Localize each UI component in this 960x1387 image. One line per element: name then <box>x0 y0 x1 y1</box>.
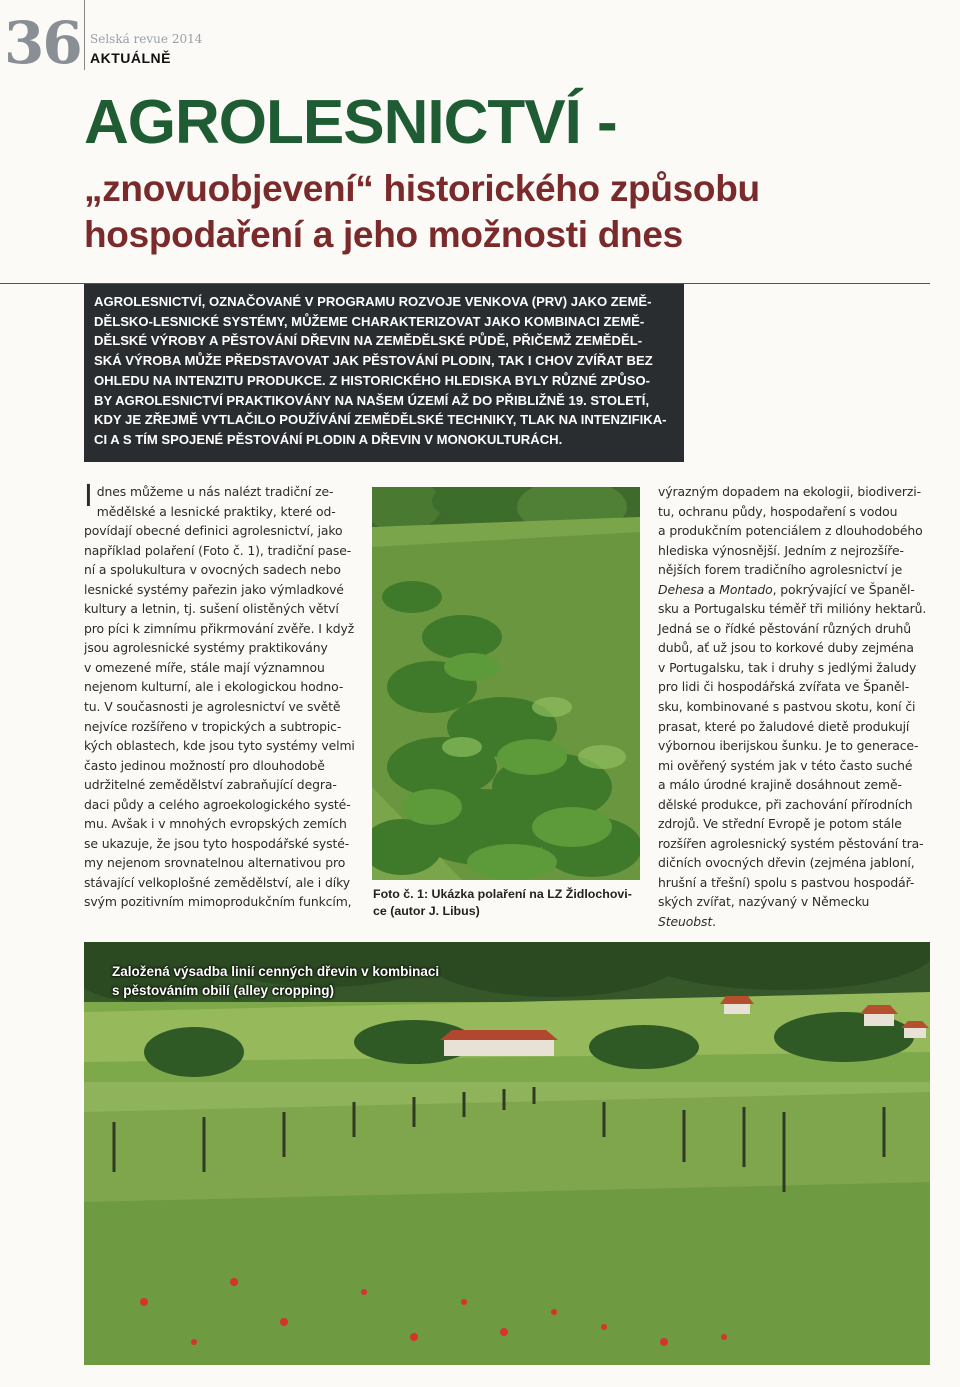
body-line: tu. V současnosti je agrolesnictví ve světě <box>84 699 341 715</box>
drop-cap: I <box>84 479 93 514</box>
body-line: a málo úrodné krajině dosáhnout země- <box>658 777 902 793</box>
body-line: v Portugalsku, tak i druhy s jedlými žaludy <box>658 659 917 675</box>
body-line: mědělské a lesnické praktiky, které od- <box>96 503 336 519</box>
body-line: Jedná se o řídké pěstování různých druhů <box>658 620 912 636</box>
body-line: zdrojů. Ve střední Evropě je potom stále <box>658 816 902 832</box>
body-line: ských zvířat, nazývaný v Německu Steuobst. <box>658 894 870 930</box>
lead-line: BY AGROLESNICTVÍ PRAKTIKOVÁNY NA NAŠEM ÚZEMÍ AŽ DO PŘIBLIŽNĚ 19. STOLETÍ, <box>94 392 650 408</box>
body-line: kých oblastech, kde jsou tyto systémy velmi <box>84 738 355 754</box>
body-line: hrušní a třešní) spolu s pastvou hospodář- <box>658 874 915 890</box>
section-label: AKTUÁLNĚ <box>90 50 171 66</box>
body-line: například polaření (Foto č. 1), tradiční pase- <box>84 542 352 558</box>
lead-paragraph <box>84 284 684 462</box>
body-line: daci půdy a celého agroekologického systé- <box>84 796 351 812</box>
body-column-1 <box>84 479 358 912</box>
body-line: kultury a letnin, tj. sušení olistěných větví <box>84 601 339 617</box>
body-line: a produkčním potenciálem z dlouhodobého <box>658 523 923 539</box>
body-line: dubů, ať už jsou to korkové duby zejména <box>658 640 914 656</box>
body-line: povídají obecné definici agrolesnictví, jako <box>84 523 343 539</box>
body-line: výrazným dopadem na ekologii, biodiverzi- <box>658 484 921 499</box>
body-line: Idnes můžeme u nás nalézt tradiční ze- <box>84 479 334 514</box>
body-line: hlediska výnosnější. Jedním z nejrozšíře- <box>658 542 904 558</box>
body-line: často jedinou možností pro dlouhodobě <box>84 757 325 773</box>
article-title: AGROLESNICTVÍ - <box>84 88 617 157</box>
body-line: udržitelné zemědělství zabraňující degra- <box>84 777 337 793</box>
body-line: jsou agrolesnické systémy praktikovány <box>84 640 328 656</box>
body-line: nějších forem tradičního agrolesnictví je <box>658 562 903 578</box>
body-line: stávající velkoplošné zemědělství, ale i díky <box>84 874 350 890</box>
body-line: dělské produkce, při zachování přírodních <box>658 796 913 812</box>
body-line: nejvíce rozšířeno v tropických a subtropic- <box>84 718 342 734</box>
lead-line: KDY JE ZŘEJMĚ VYTLAČILO POUŽÍVÁNÍ ZEMĚDĚLSKÉ TECHNIKY, TLAK NA INTENZIFIKA- <box>94 412 667 428</box>
caption-line: Založená výsadba linií cenných dřevin v kombinaci <box>112 964 440 979</box>
body-line: Dehesa a Montado, pokrývající ve Španěl- <box>658 581 915 597</box>
body-line: v omezené míře, stále mají významnou <box>84 659 325 675</box>
lead-line: OHLEDU NA INTENZITU PRODUKCE. Z HISTORICKÉHO HLEDISKA BYLY RŮZNÉ ZPŮSO- <box>94 372 651 388</box>
body-line: tu, ochranu půdy, hospodaření s vodou <box>658 503 898 519</box>
body-line: prasat, které po žaludové dietě produkují <box>658 718 910 734</box>
photo-alley-cropping <box>84 942 930 1365</box>
lead-line: DĚLSKÉ VÝROBY A PĚSTOVÁNÍ DŘEVIN NA ZEMĚDĚLSKÉ PŮDĚ, PŘIČEMŽ ZEMĚDĚL- <box>94 333 643 349</box>
lead-line: CI A S TÍM SPOJENÉ PĚSTOVÁNÍ PLODIN A DŘEVIN V MONOKULTURÁCH. <box>94 431 563 447</box>
header-divider <box>84 0 85 70</box>
body-line: svým pozitivním mimoprodukčním funkcím, <box>84 894 352 910</box>
body-line: výbornou iberijskou šunku. Je to generace- <box>658 738 919 754</box>
body-line: mu. Avšak i v mnohých evropských zemích <box>84 816 347 832</box>
lead-line: AGROLESNICTVÍ, OZNAČOVANÉ V PROGRAMU ROZVOJE VENKOVA (PRV) JAKO ZEMĚ- <box>94 294 652 309</box>
body-line: sku, kombinované s pastvou skotu, koní či <box>658 699 916 715</box>
body-line: ní a spolukultura v ovocných sadech nebo <box>84 562 341 578</box>
body-line: se ukazuje, že jsou tyto hospodářské systé- <box>84 835 350 851</box>
body-line: lesnické systémy pařezin jako výmladkové <box>84 581 344 597</box>
body-line: mi ověřený systém jak v této často suché <box>658 757 913 773</box>
page-number: 36 <box>4 9 81 77</box>
body-column-3 <box>658 482 930 932</box>
photo-1-caption <box>373 886 643 920</box>
body-line: nejenom kulturní, ale i ekologickou hodno- <box>84 679 344 695</box>
caption-line: s pěstováním obilí (alley cropping) <box>112 983 335 998</box>
photo-alley-field <box>372 487 640 880</box>
body-line: sku a Portugalsku téměř tři milióny hektarů. <box>658 601 927 617</box>
body-line: dičních ovocných dřevin (zejména jabloní, <box>658 855 915 871</box>
caption-line: Foto č. 1: Ukázka polaření na LZ Židlochovi- <box>373 887 632 901</box>
journal-name: Selská revue 2014 <box>90 32 203 46</box>
lead-line: DĚLSKO-LESNICKÉ SYSTÉMY, MŮŽEME CHARAKTERIZOVAT JAKO KOMBINACI ZEMĚ- <box>94 313 645 329</box>
body-line: pro píci k zimnímu přikrmování zvěře. I když <box>84 620 355 636</box>
caption-line: ce (autor J. Libus) <box>373 904 480 918</box>
body-line: my nejenom srovnatelnou alternativou pro <box>84 855 346 871</box>
body-line: pro lidi či hospodářská zvířata ve Španěl- <box>658 679 910 695</box>
article-subtitle: „znovuobjevení“ historického způsobu hospodaření a jeho možnosti dnes <box>84 168 760 255</box>
lead-line: SKÁ VÝROBA MŮŽE PŘEDSTAVOVAT JAK PĚSTOVÁNÍ PLODIN, TAK I CHOV ZVÍŘAT BEZ <box>94 353 653 369</box>
body-line: rozšířen agrolesnický systém pěstování tra- <box>658 835 924 851</box>
photo-2-caption <box>112 962 442 1000</box>
